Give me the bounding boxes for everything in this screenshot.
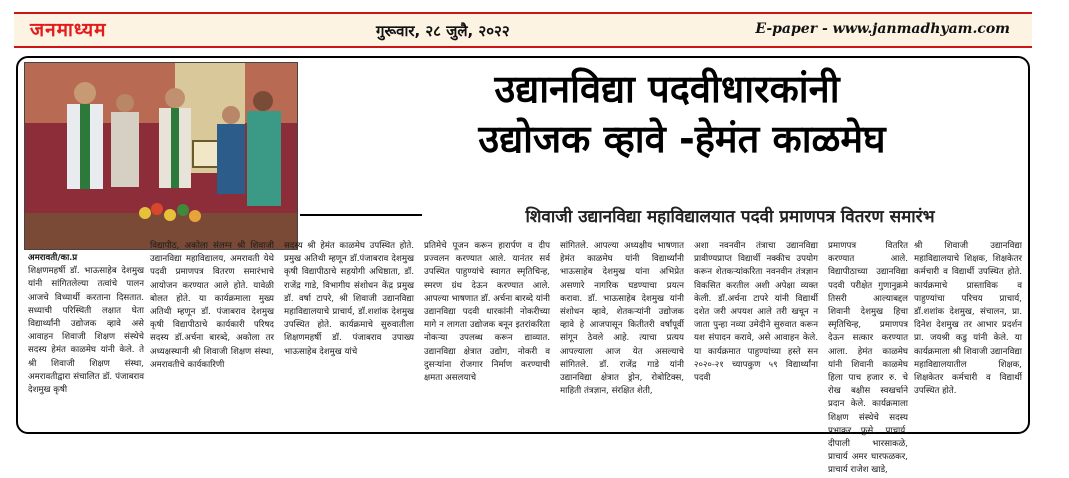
article-headline [312, 64, 1022, 164]
event-photo [24, 62, 298, 250]
masthead [14, 12, 1032, 48]
column-7-text: प्रमाणपत्र वितरित करण्यात आले. विद्यापीठाच्या उद्यानविद्या पदवी परीक्षेत गुणानुक्रमे तिसरी आल्याबद्दल शिवानी देशमुख हिचा स्मृतिचिन्ह, प्रमाणपत्र देऊन सत्कार करण्यात आला. हेमंत काळमेघ यांनी शिवानी काळमेघ हिला पाच हजार रु. चे रोख बक्षीस स्वखर्चाने प्रदान केले. कार्यक्रमाला शिक्षण संस्थेचे सदस्य प्रभाकर फुसे, प्राचार्य, दीपाली भारसाकळे, प्राचार्य अमर घारफळकर, प्राचार्य राजेश खाडे, [828, 241, 908, 476]
article-column-2 [150, 240, 274, 430]
photo-caption: सदस्य श्री हेमंत काळमेघ [284, 241, 365, 251]
event-photo-illustration [25, 63, 297, 249]
headline-line-1: उद्यानविद्या पदवीधारकांनी [494, 67, 840, 111]
article-dateline: अमरावती/का.प्र [28, 253, 78, 263]
column-1-text: शिक्षणमहर्षी डॉ. भाऊसाहेब देशमुख यांनी सांगितलेल्या तत्वांचे पालन आजचे विध्यार्थी करताना दिसतात. सध्याची परिस्थिती लक्षात घेता विद्यार्थ्यांनी उद्योजक व्हावे असे आवाहन शिवाजी शिक्षण संस्थेचे सदस्य हेमंत काळमेघ यांनी केले. ते श्री शिवाजी शिक्षण संस्था, अमरावतीद्वारा संचालित डॉ. पंजाबराव देशमुख कृषी [28, 266, 144, 396]
headline-line-2: उद्योजक व्हावे -हेमंत काळमेघ [478, 117, 886, 161]
article-column-3 [284, 240, 414, 430]
article-column-6 [694, 240, 818, 430]
article-column-5 [560, 240, 684, 430]
column-3-text: उपस्थित होते. प्रमुख अतिथी म्हणून डॉ.पंजाबराव देशमुख कृषी विद्यापीठाचे सहयोगी अधिष्ठाता, डॉ. राजेंद्र गाडे, विभागीय संशोधन केंद्र प्रमुख डॉ. वर्षा टापरे, श्री शिवाजी उद्यानविद्या महाविद्यालयाचे प्राचार्य, डॉ.शशांक देशमुख उपस्थित होते. कार्यक्रमाचे सुरुवातीला शिक्षणमहर्षी डॉ. पंजाबराव उपाख्य भाऊसाहेब देशमुख यांचे [284, 241, 415, 357]
column-2-text: विद्यापीठ, अकोला संलग्न श्री शिवाजी उद्यानविद्या महाविद्यालय, अमरावती येथे पदवी प्रमाणपत्र वितरण समारंभाचे आयोजन करण्यात आले होते. यावेळी बोलत होते. या कार्यक्रमाला मुख्य अतिथी म्हणून डॉ. पंजाबराव देशमुख कृषी विद्यापीठाचे कार्यकारी परिषद सदस्य डॉ.अर्चना बारब्दे, अकोला तर अध्यक्षस्थानी श्री शिवाजी शिक्षण संस्था, अमरावतीचे कार्यकारिणी [150, 241, 274, 370]
column-6-text: अशा नवनवीन तंत्राचा उद्यानविद्या प्रावीण्यप्राप्त विद्यार्थी नक्कीच उपयोग करून शेतकऱ्यांकरिता नवनवीन तंत्रज्ञान विकसित करतील अशी अपेक्षा व्यक्त केली. डॉ.अर्चना टापरे यांनी विद्यार्थी दशेत जरी अपयश आले तरी खचून न जाता पुन्हा नव्या उमेदीने सुरुवात करून यश संपादन करावे, असे आवाहन केले. या कार्यक्रमात पाहुण्यांच्या हस्ते सन २०२०-२१ च्यापकुण ५९ विद्यार्थ्यांना पदवी [694, 241, 818, 384]
article-column-4 [424, 240, 550, 430]
article-column-7 [828, 240, 908, 476]
column-5-text: सांगितले. आपल्या अध्यक्षीय भाषणात हेमंत काळमेघ यांनी विद्यार्थ्यांनी भाऊसाहेब देशमुख यांना अभिप्रेत असणारे नागरिक घडण्याचा प्रयत्न करावा. डॉ. भाऊसाहेब देशमुख यांनी संशोधन व्हावे, शेतकऱ्यांनी उद्योजक व्हावे हे आजपासून कितीतरी वर्षांपूर्वी सांगून ठेवले आहे. त्याचा प्रत्यय आपल्याला आज येत असल्याचे सांगितले. डॉ. राजेंद्र गाडे यांनी उद्यानविद्या क्षेत्रात ड्रोन, रोबोटिक्स, माहिती तंत्रज्ञान, संरक्षित शेती, [560, 241, 684, 397]
column-4-text: प्रतिमेचे पूजन करून हारार्पण व दीप प्रज्वलन करण्यात आले. यानंतर सर्व उपस्थित पाहुण्यांचे स्वागत स्मृतिचिन्ह, स्मरण ग्रंथ देऊन करण्यात आले. आपल्या भाषणात डॉ. अर्चना बारब्दे यांनी उद्यानविद्या पदवी धारकांनी नोकरीच्या मागे न लागता उद्योजक बनून इतरांकरिता नोकऱ्या उपलब्ध करून द्याव्यात. उद्यानविद्या क्षेत्रात उद्योग, नोकरी व दुसऱ्यांना रोजगार निर्माण करण्याची क्षमता असलयाचे [424, 241, 550, 384]
article-column-8 [914, 240, 1022, 430]
epaper-link[interactable]: E-paper - www.janmadhyam.com [755, 21, 1010, 37]
column-8-text: श्री शिवाजी उद्यानविद्या महाविद्यालयाचे शिक्षक, शिक्षकेतर कर्मचारी व विद्यार्थी उपस्थित होते. कार्यक्रमाचे प्रास्ताविक व पाहुण्यांचा परिचय प्राचार्य, डॉ.शशांक देशमुख, संचालन, प्रा. दिनेश देशमुख तर आभार प्रदर्शन प्रा. जयश्री कडु यांनी केले. या कार्यक्रमाला श्री शिवाजी उद्यानविद्या महाविद्यालयातील शिक्षक, शिक्षकेतर कर्मचारी व विद्यार्थी उपस्थित होते. [914, 241, 1022, 397]
rule-left [300, 214, 422, 216]
article-column-1 [28, 252, 144, 430]
article-subheadline: शिवाजी उद्यानविद्या महाविद्यालयात पदवी प्रमाणपत्र वितरण समारंभ [525, 207, 935, 227]
newspaper-logo[interactable]: जनमाध्यम [30, 19, 107, 41]
edition-date: गुरूवार, २८ जुलै, २०२२ [376, 22, 510, 40]
